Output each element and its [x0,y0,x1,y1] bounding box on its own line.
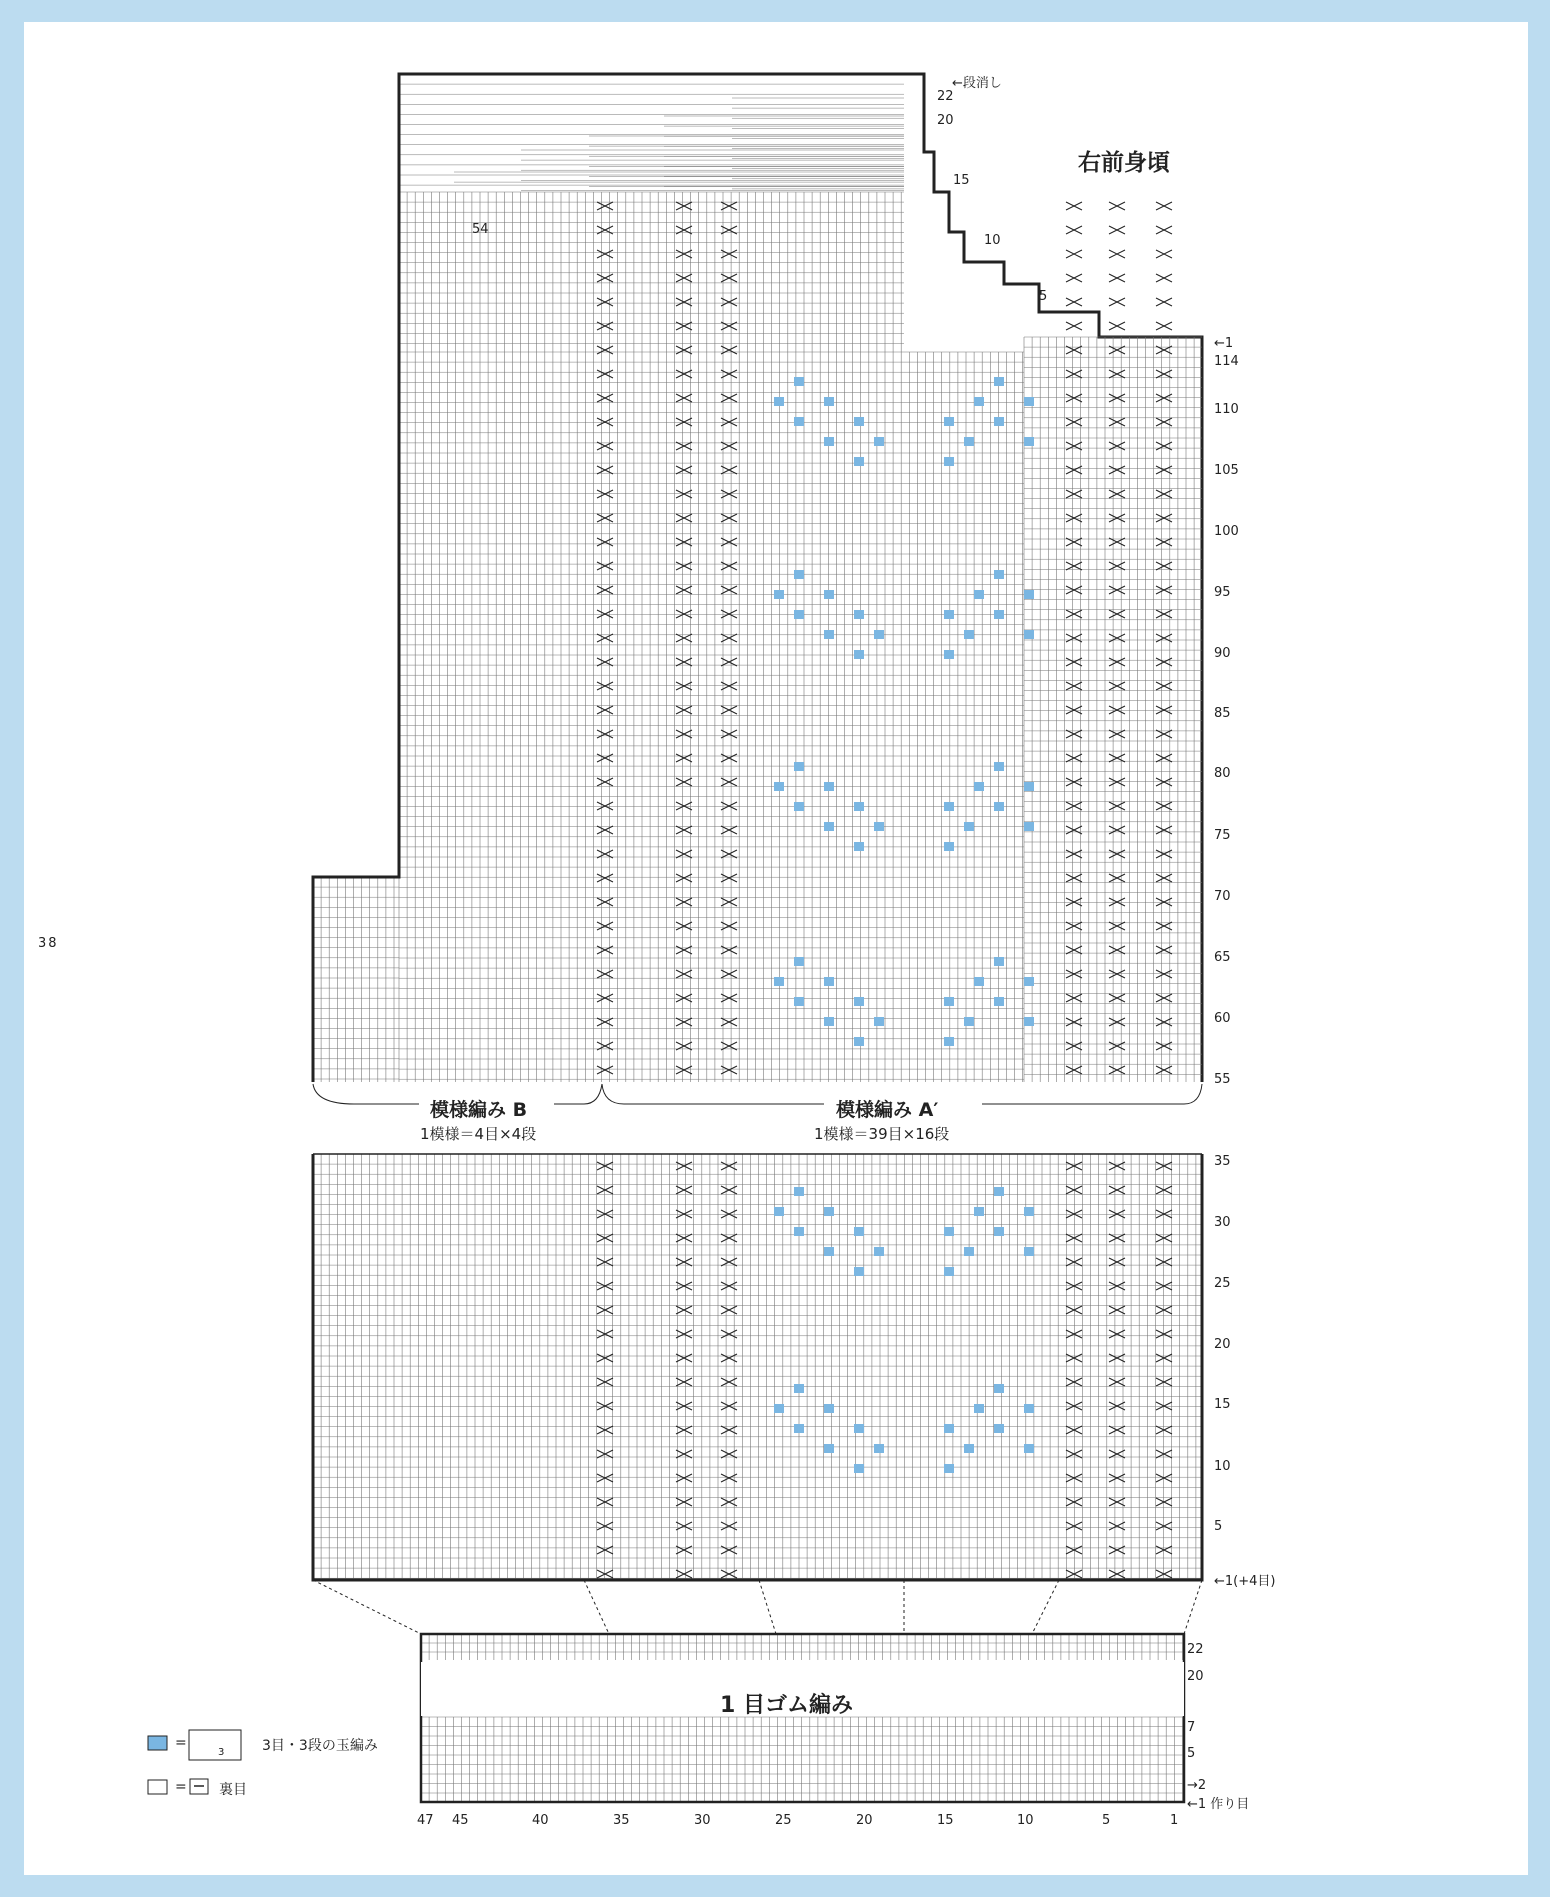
col-label-15: 15 [937,1813,954,1828]
col-label-47: 47 [417,1813,434,1828]
row-label-20: 20 [1214,1337,1231,1352]
row-label-95: 95 [1214,585,1231,600]
pattern-a-repeat: 1模様＝39目×16段 [814,1125,950,1143]
chart-title: 右前身頃 [1078,150,1170,176]
row-label-60: 60 [1214,1011,1231,1026]
ribbing-grid-bottom [421,1717,1184,1802]
row-label-114: 114 [1214,354,1239,369]
row-label-25: 25 [1214,1276,1231,1291]
rib-row-1-cast-on: ←1 作り目 [1187,1797,1250,1812]
col-label-30: 30 [694,1813,711,1828]
row-label-80: 80 [1214,766,1231,781]
row-label-100: 100 [1214,524,1239,539]
chart-page [24,22,1528,1875]
col-label-45: 45 [452,1813,469,1828]
ribbing-grid-top [421,1634,1184,1660]
row-label-110: 110 [1214,402,1239,417]
legend-purl-swatch [148,1780,167,1794]
col-label-10: 10 [1017,1813,1034,1828]
col-label-1: 1 [1170,1813,1179,1828]
legend-bobble-count: 3 [218,1747,225,1758]
pattern-b-title: 模様編み B [430,1099,528,1121]
legend-bobble-equals: = [175,1735,187,1751]
pattern-a-title: 模様編み A′ [836,1099,939,1121]
col-label-20: 20 [856,1813,873,1828]
row-label-30: 30 [1214,1215,1231,1230]
upper-body-grid-b [313,877,399,1082]
row-label-15: 15 [1214,1397,1231,1412]
row-label-22: 22 [937,89,954,104]
rib-row-2: →2 [1187,1778,1207,1793]
row-label-1-plus4: ←1(+4目) [1214,1574,1276,1589]
cable-crossings [597,202,1172,1578]
upper-body-grid-a [399,352,1024,1082]
col-label-5: 5 [1102,1813,1111,1828]
row-label-5: 5 [1214,1519,1223,1534]
row-label-70: 70 [1214,889,1231,904]
row-label-20: 20 [937,113,954,128]
row-label-15: 15 [953,173,970,188]
upper-right-grid [1024,337,1202,1082]
rib-row-20: 20 [1187,1669,1204,1684]
row-label-85: 85 [1214,706,1231,721]
col-label-25: 25 [775,1813,792,1828]
row-label-65: 65 [1214,950,1231,965]
row-label-5: 5 [1039,289,1048,304]
legend-purl-equals: = [175,1779,187,1795]
row-label-35: 35 [1214,1154,1231,1169]
page-number: 38 [38,936,59,951]
row-label-105: 105 [1214,463,1239,478]
row-label-1-top: ←1 [1214,336,1234,351]
rib-row-7: 7 [1187,1720,1196,1735]
row-label-10: 10 [984,233,1001,248]
rib-row-5: 5 [1187,1746,1196,1761]
legend-purl-label: 裏目 [219,1782,247,1798]
rib-row-22: 22 [1187,1642,1204,1657]
legend-bobble-label: 3目・3段の玉編み [262,1738,378,1754]
legend-bobble-swatch [148,1736,167,1750]
neck-steps-grid [399,74,904,190]
lower-chart-outline [313,1154,1202,1580]
row-label-75: 75 [1214,828,1231,843]
row-label-10: 10 [1214,1459,1231,1474]
legend-bobble-symbol-box [189,1730,241,1760]
upper-chart-outline [313,74,1202,1082]
pattern-b-repeat: 1模様＝4目×4段 [420,1125,537,1143]
connector-lines [313,1580,1202,1634]
row-label-54-left: 54 [472,222,489,237]
knitting-chart-diagram [24,22,1528,1875]
upper-neck-grid [399,192,904,352]
lower-chart-grid [313,1154,1202,1580]
row-label-90: 90 [1214,646,1231,661]
row-label-55: 55 [1214,1072,1231,1087]
row-cast-off-note: ←段消し [952,76,1002,91]
ribbing-title: 1 目ゴム編み [720,1693,853,1718]
col-label-35: 35 [613,1813,630,1828]
col-label-40: 40 [532,1813,549,1828]
